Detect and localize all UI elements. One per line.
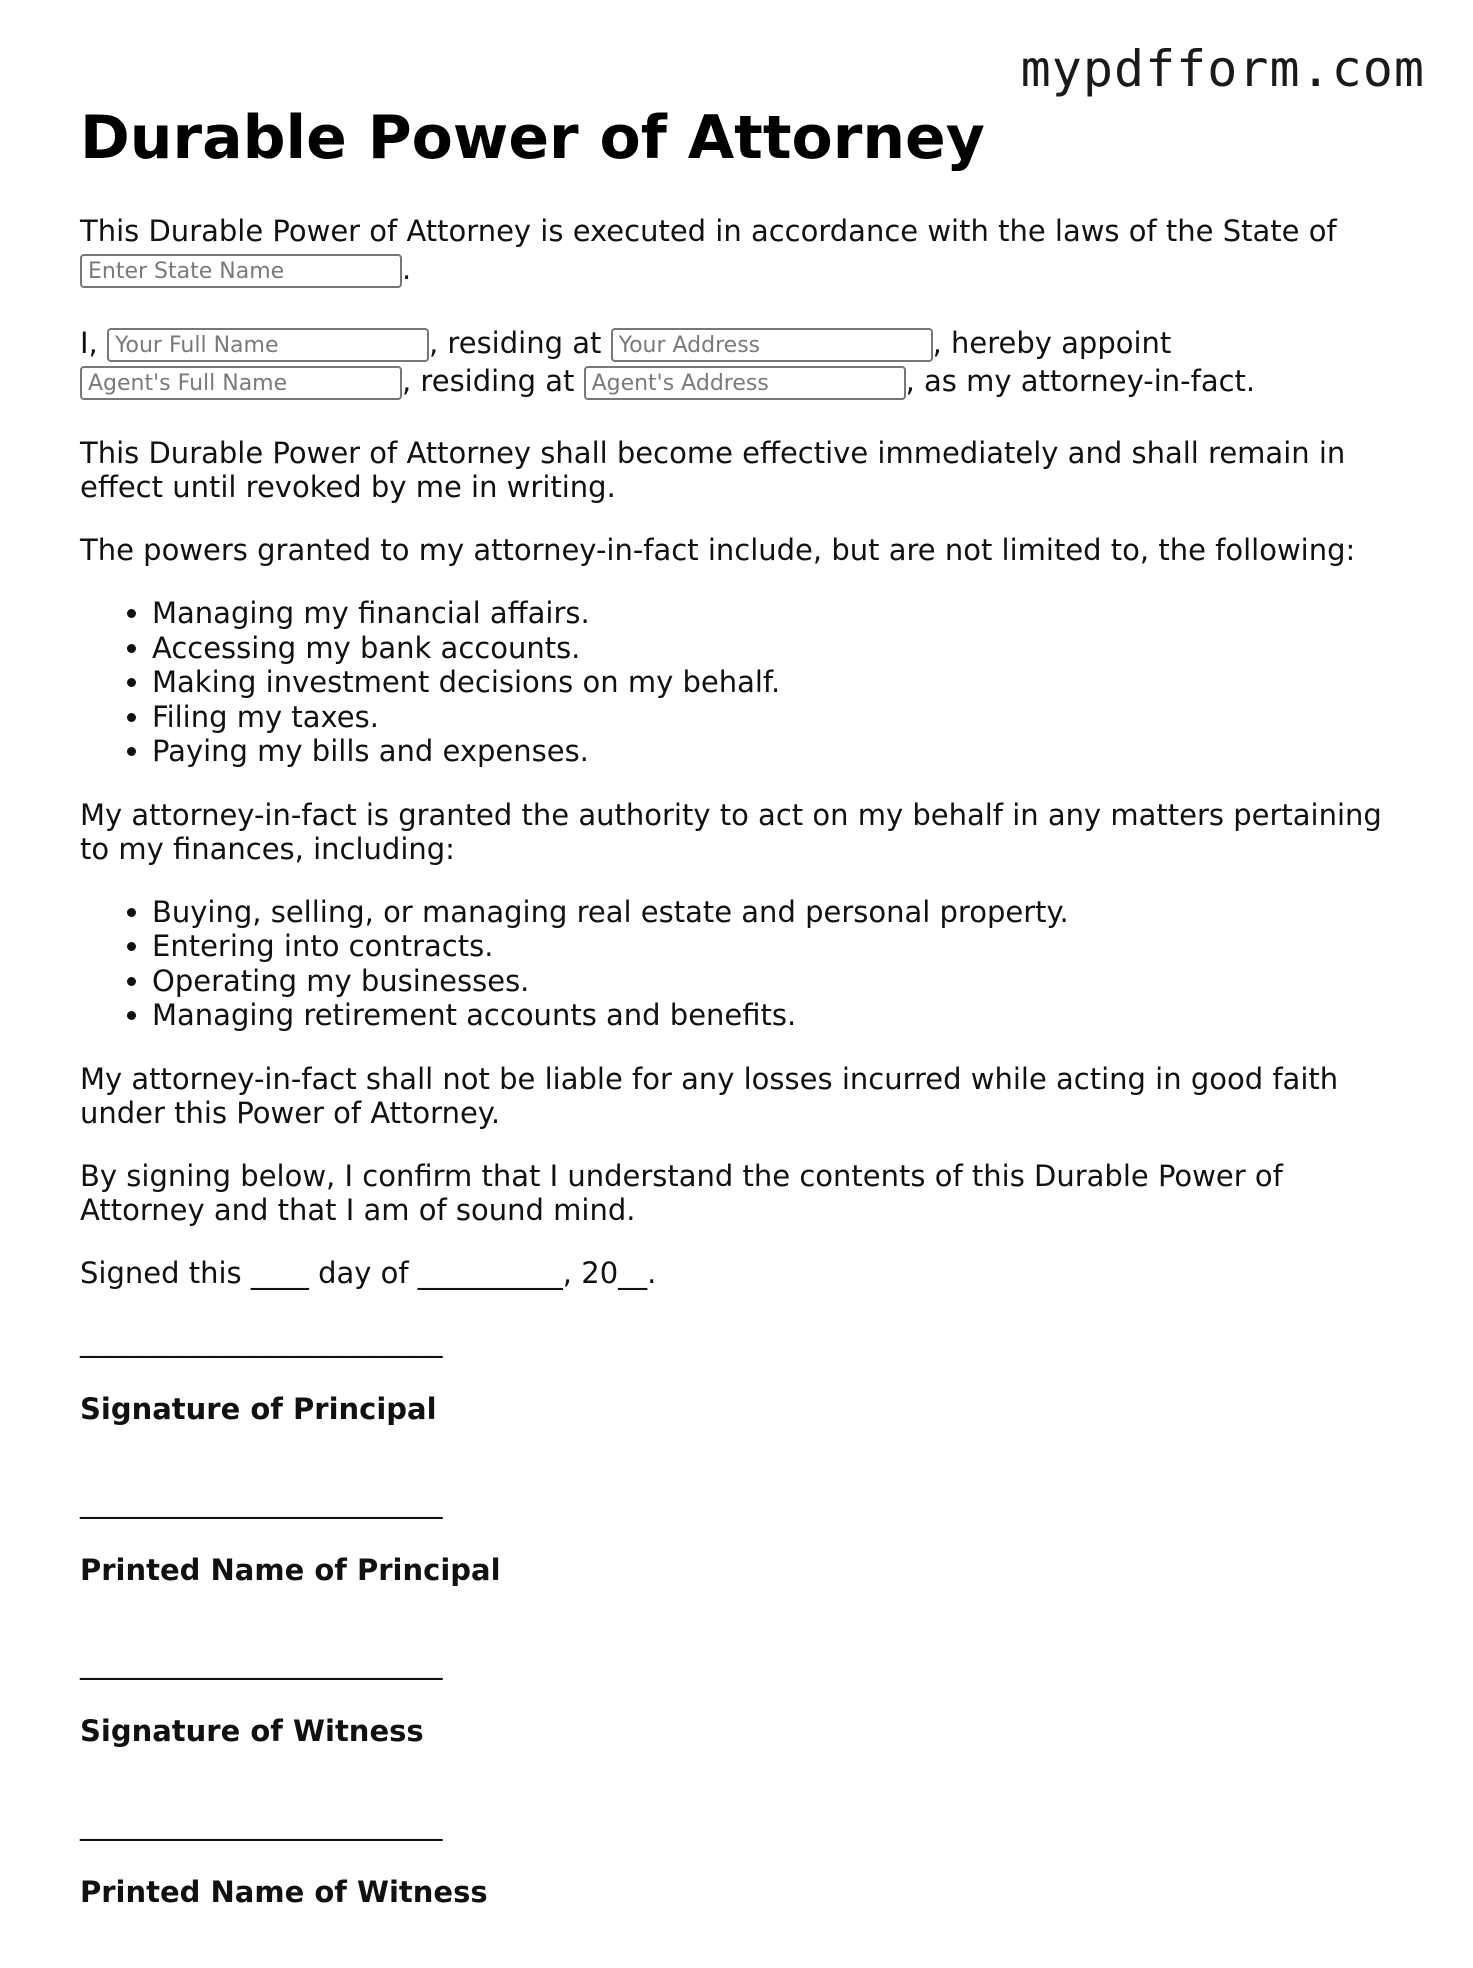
page-title: Durable Power of Attorney (80, 103, 985, 173)
effective-paragraph: This Durable Power of Attorney shall become effective immediately and shall remain in effect until revoked by me in writing. (80, 436, 1346, 504)
authority-intro: My attorney-in-fact is granted the authority to act on my behalf in any matters pertaining to my finances, including: (80, 797, 1382, 866)
intro-paragraph (80, 212, 1390, 288)
witness-signature-line: _________________________ (80, 1645, 443, 1680)
site-watermark: mypdfform.com (1020, 40, 1425, 98)
intro-text: This Durable Power of Attorney is executed in accordance with the laws of the State of (80, 214, 1337, 248)
full-name-input[interactable] (107, 328, 429, 362)
witness-printed-name-line: _________________________ (80, 1806, 443, 1841)
appointment-text-4: , residing at (402, 364, 584, 398)
appointment-text-1: I, (80, 326, 107, 360)
powers-list (80, 596, 1390, 769)
list-item: • Accessing my bank accounts. (152, 631, 1390, 666)
list-item: • Paying my bills and expenses. (152, 734, 1390, 769)
confirm-paragraph: By signing below, I confirm that I understand the contents of this Durable Power of Attorney and that I am of sound mind. (80, 1158, 1283, 1227)
signed-date-line: Signed this ____ day of __________, 20__. (80, 1255, 657, 1290)
list-item: • Managing retirement accounts and benefits. (152, 998, 1390, 1033)
agent-address-input[interactable] (584, 366, 906, 400)
appointment-paragraph (80, 324, 1390, 400)
list-item: • Buying, selling, or managing real estate and personal property. (152, 895, 1390, 930)
liability-paragraph: My attorney-in-fact shall not be liable for any losses incurred while acting in good faith under this Power of Attorney. (80, 1061, 1339, 1130)
state-name-input[interactable] (80, 254, 402, 288)
principal-signature-line: _________________________ (80, 1323, 443, 1358)
principal-signature-label: Signature of Principal (80, 1391, 437, 1426)
list-item: • Making investment decisions on my behalf. (152, 665, 1390, 700)
appointment-text-5: , as my attorney-in-fact. (905, 364, 1256, 398)
appointment-text-3: , hereby appoint (932, 326, 1172, 360)
witness-signature-label: Signature of Witness (80, 1713, 424, 1748)
document-body (80, 100, 1390, 1968)
address-input[interactable] (611, 328, 933, 362)
authority-list (80, 895, 1390, 1033)
witness-printed-name-label: Printed Name of Witness (80, 1874, 488, 1909)
principal-printed-name-label: Printed Name of Principal (80, 1552, 501, 1587)
agent-name-input[interactable] (80, 366, 402, 400)
list-item: • Operating my businesses. (152, 964, 1390, 999)
list-item: • Entering into contracts. (152, 929, 1390, 964)
intro-period: . (402, 252, 412, 286)
principal-printed-name-line: _________________________ (80, 1484, 443, 1519)
list-item: • Managing my financial affairs. (152, 596, 1390, 631)
powers-intro: The powers granted to my attorney-in-fact include, but are not limited to, the following: (80, 533, 1356, 567)
list-item: • Filing my taxes. (152, 700, 1390, 735)
appointment-text-2: , residing at (429, 326, 611, 360)
